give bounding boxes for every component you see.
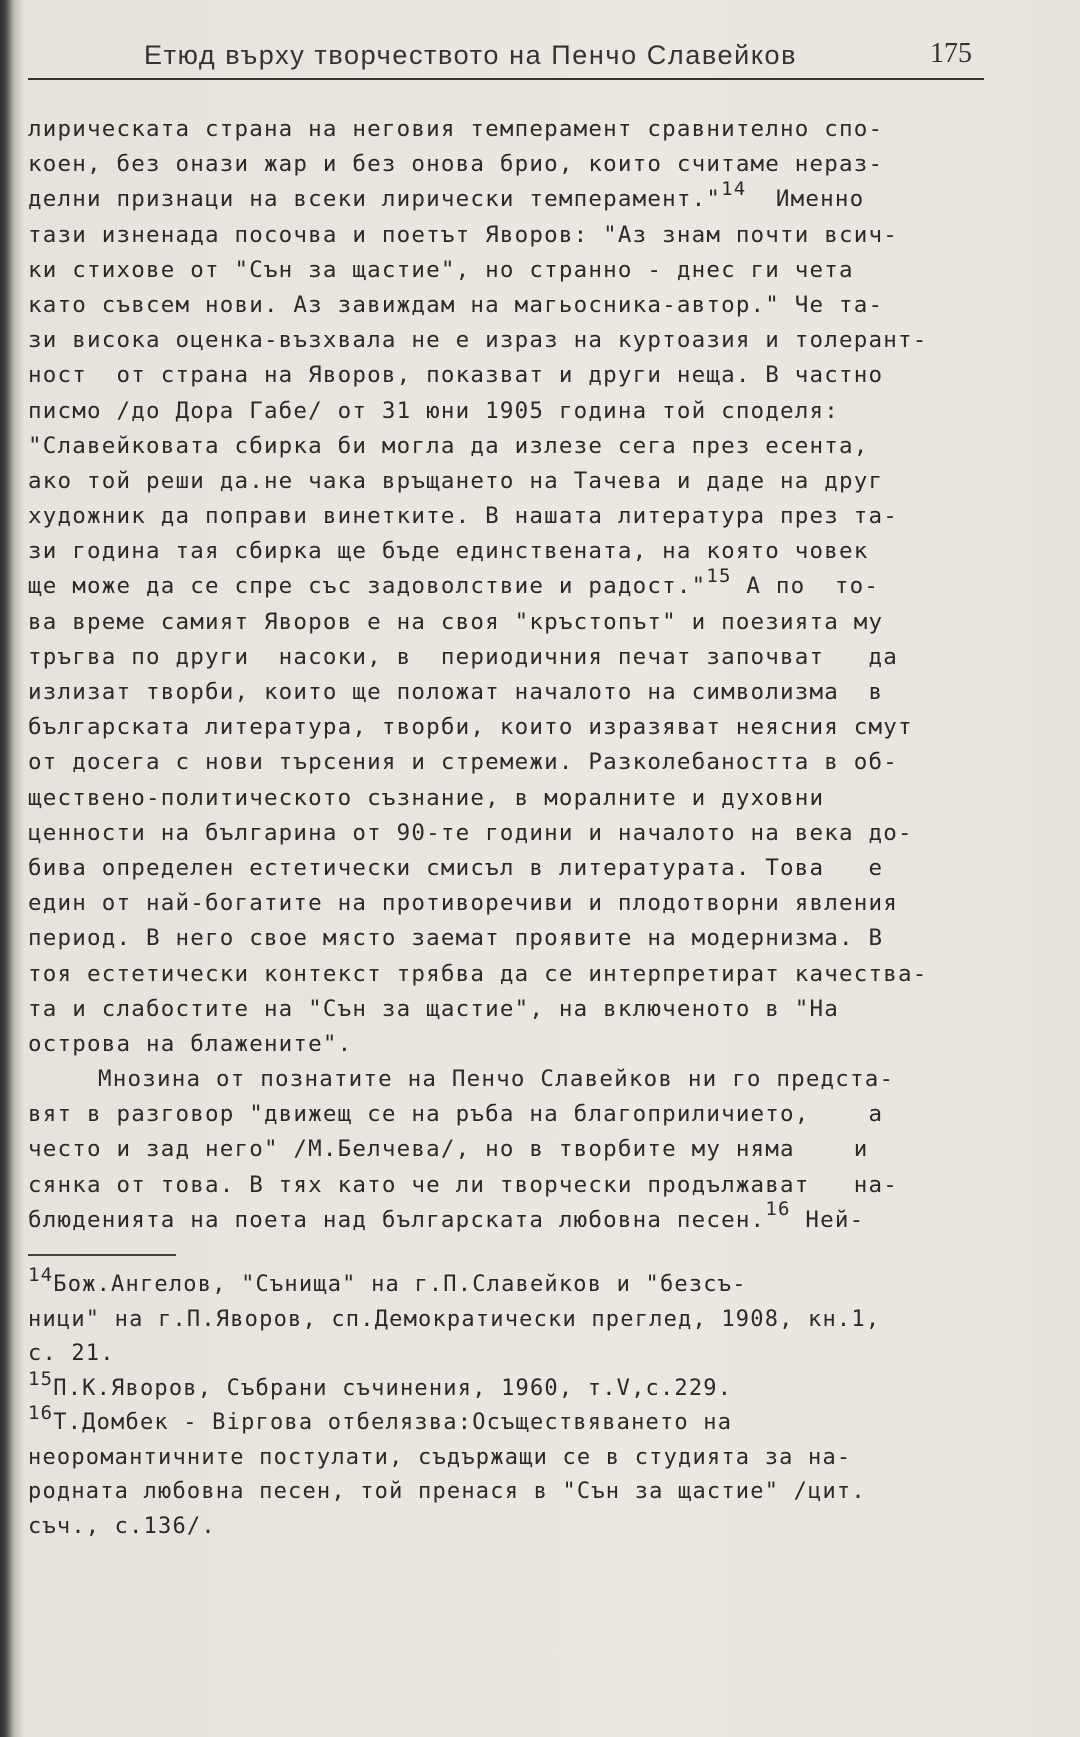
paragraph-start-line: Мнозина от познатите на Пенчо Славейков ни го предста- — [98, 1066, 895, 1093]
text-line: тоя естетически контекст трябва да се интерпретират качества- — [28, 960, 928, 987]
text-line: тръгва по други насоки, в периодичния печат започват да — [28, 643, 899, 670]
text-line: излизат творби, които ще положат началото на символизма в — [28, 679, 884, 705]
text-line: вят в разговор "движещ се на ръба на благоприличието, а — [28, 1101, 884, 1128]
text-line: зи година тая сбирка ще бъде единствената, на която човек — [28, 538, 869, 565]
text-line: ако той реши да.не чака връщането на Тачева и даде на друг — [28, 467, 884, 494]
footnote-16: 16Т.Домбек - Віргова отбелязва:Осъществяването на — [28, 1402, 733, 1435]
running-header — [28, 36, 984, 80]
text-line: тази изненада посочва и поетът Яворов: "Аз знам почти всич- — [28, 221, 899, 248]
text-line: делни признаци на всеки лирически темперамент."$^{14}$ Именно — [28, 177, 865, 213]
text-line: писмо /до Дора Габе/ от 31 юни 1905 година той споделя: — [28, 397, 840, 424]
footnote-number: 16 — [28, 1402, 54, 1424]
footnote-number: 15 — [28, 1367, 54, 1390]
text-line: художник да поправи винетките. В нашата литература през та- — [28, 503, 899, 530]
text-line: бива определен естетически смисъл в литературата. Това е — [28, 854, 884, 881]
text-line: лирическата страна на неговия темперамент сравнително спо- — [28, 116, 884, 142]
footnote-separator — [28, 1254, 176, 1256]
text-line: блюденията на поета над българската любовна песен.$^{16}$ Ней- — [28, 1198, 865, 1233]
footnote-line: ници" на г.П.Яворов, сп.Демократически преглед, 1908, кн.1, — [28, 1306, 881, 1332]
text-line: "Славейковата сбирка би могла да излезе сега през есента, — [28, 432, 869, 459]
text-line: зи висока оценка-възхвала не е израз на куртоазия и толерант- — [28, 327, 928, 354]
text-line: острова на блажените". — [28, 1030, 353, 1057]
text-line: ки стихове от "Сън за щастие", но странно - днес ги чета — [28, 256, 854, 283]
footnotes — [28, 1264, 1013, 1544]
footnote-ref-14: 14 — [721, 177, 747, 200]
text-line: ще може да се спре със задоволствие и радост."$^{15}$ А по то- — [28, 564, 880, 600]
text-line: ценности на българина от 90-те години и началото на века до- — [28, 819, 913, 846]
text-line: българската литература, творби, които изразяват неясния смут — [28, 714, 913, 741]
footnote-line: с. 21. — [28, 1341, 115, 1366]
footnote-ref-15: 15 — [706, 564, 732, 587]
footnote-number: 14 — [28, 1264, 54, 1286]
running-title: Етюд върху творчеството на Пенчо Славейков — [144, 40, 798, 70]
footnote-15: 15П.К.Яворов, Събрани съчинения, 1960, т.V,с.229. — [28, 1367, 733, 1401]
text-line: често и зад него" /М.Белчева/, но в творбите му няма и — [28, 1136, 869, 1163]
text-line: ва време самият Яворов е на своя "кръстопът" и поезията му — [28, 608, 884, 635]
footnote-14: 14Бож.Ангелов, "Сънища" на г.П.Славейков и "безсъ- — [28, 1264, 747, 1297]
body-text — [28, 112, 1013, 1238]
text-line: като съвсем нови. Аз завиждам на магьосника-автор." Че та- — [28, 291, 884, 318]
text-line: от досега с нови търсения и стремежи. Разколебаността в об- — [28, 749, 899, 776]
page-number: 175 — [930, 38, 972, 69]
text-line: един от най-богатите на противоречиви и плодотворни явления — [28, 890, 899, 917]
text-line: ност от страна на Яворов, показват и други неща. В частно — [28, 362, 884, 389]
text-line: та и слабостите на "Сън за щастие", на включеното в "На — [28, 995, 840, 1022]
text-line: период. В него свое място заемат проявите на модернизма. В — [28, 925, 884, 952]
footnote-ref-16: 16 — [765, 1198, 791, 1221]
text-line: коен, без онази жар и без онова брио, които считаме нераз- — [28, 151, 884, 178]
text-line: ществено-политическото съзнание, в моралните и духовни — [28, 784, 825, 811]
footnote-line: съч., с.136/. — [28, 1513, 216, 1539]
text-line: сянка от това. В тях като че ли творчески продължават на- — [28, 1171, 899, 1198]
footnote-line: родната любовна песен, той пренася в "Сън за щастие" /цит. — [28, 1479, 866, 1504]
footnote-line: неоромантичните постулати, съдържащи се в студията за на- — [28, 1444, 852, 1470]
